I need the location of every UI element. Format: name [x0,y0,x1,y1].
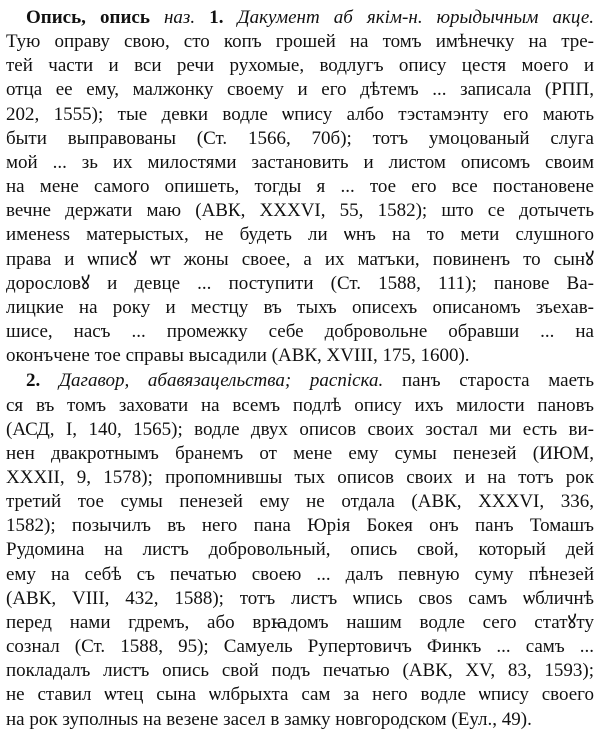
text-line: ся въ томъ заховати на всемъ подлѣ опису ихъ милости пановъ [6,394,594,416]
text-line: мой ... зь их милостями застановить и листом описомъ своим [6,151,594,173]
text-line: (АВК, VIII, 432, 1588); тотъ листъ ѡпись своs самъ ѡбличнѣ [6,587,594,609]
text-line: тей части и вси речи рухомые, водлугъ опису цестя моего и [6,55,594,77]
text-line: не ставил ѡтец сына ѡлбрыхта сам за него водле ѡпису своего [6,684,594,706]
text-line: третий тое сумы пенезей ему не отдала (АВК, XXXVI, 336, [6,491,594,513]
text-line: (АСД, I, 140, 1565); водле двух описов своих зостал ми есть ви- [6,418,594,440]
sense-definition-1: Дакумент аб якім-н. юрыдычным акце. [237,7,595,28]
text-line: вечне держати маю (АВК, XXXVI, 55, 1582); што се дотычеть [6,200,594,222]
sense-1-body [6,30,594,368]
text-line: быти выправованы (Ст. 1566, 70б); тотъ умоцованый слуга [6,127,594,149]
text-line: покладалъ листъ опись свой подъ печатью (АВК, XV, 83, 1593); [6,660,594,682]
sense-definition-2: Дагавор, абавязацельства; распіска. [58,370,384,392]
text-line: на мене самого опишеть, тогды я ... тое его все постановене [6,176,594,198]
text-line: сознал (Ст. 1588, 95); Самуель Рупертовичъ Финкъ ... самъ ... [6,636,594,658]
text-line: оконъчене тое справы высадили (АВК, XVIII, 175, 1600). [6,345,470,367]
text-line: нен двакротнымъ бранемъ от мене ему сумы пенезей (ИЮМ, [6,442,594,464]
sense-number-1: 1. [209,7,224,28]
text-line: 1582); позычилъ въ него пана Юрія Бокея онъ панъ Томашъ [6,515,594,537]
text-line: права и ѡписꙋ ѡт жоны своее, а их матъки, повиненъ то сынꙋ [6,248,594,270]
text-line: именеss матерыстых, не будеть ли ѡнъ на то мети слушного [6,224,594,246]
sense-number-2: 2. [26,370,41,392]
text-line: Тую оправу свою, сто копъ грошей на томъ имѣнечку на тре- [6,31,594,53]
sense-2-body [6,394,594,732]
text-line: XXXII, 9, 1578); пропомнившы тых описов своих и на тотъ рок [6,466,594,488]
entry-header-line [6,6,594,30]
text-line: лицкие на року и местцу въ тыхъ описехъ описаномъ зъехав- [6,296,594,318]
text-line: перед нами гдремъ, або врꙗдомъ нашим водле сего статꙋту [6,611,594,633]
part-of-speech: наз. [163,7,196,28]
sense-2-lead-text: панъ староста маеть [401,370,594,392]
text-line: 202, 1555); тые девки водле ѡпису албо тэстамэнту его мають [6,103,594,125]
text-line: дорословꙋ и девце ... поступити (Ст. 1588, 111); панове Ва- [6,272,594,294]
text-line: шисе, насъ ... промежку себе добровольне обравши ... на [6,321,594,343]
sense-2-header-line [6,369,594,393]
text-line: отца ее ему, малжонку своему и его дѣтемъ ... записала (РПП, [6,79,594,101]
text-line: ему на себѣ съ печатью своею ... далъ певную суму пѣнезей [6,563,594,585]
text-line: на рок зуполныs на везене засел в замку новгородском (Еул., 49). [6,708,532,730]
headword: Опись, опись [26,7,150,28]
text-line: Рудомина на листъ добровольный, опись свой, который дей [6,539,594,561]
